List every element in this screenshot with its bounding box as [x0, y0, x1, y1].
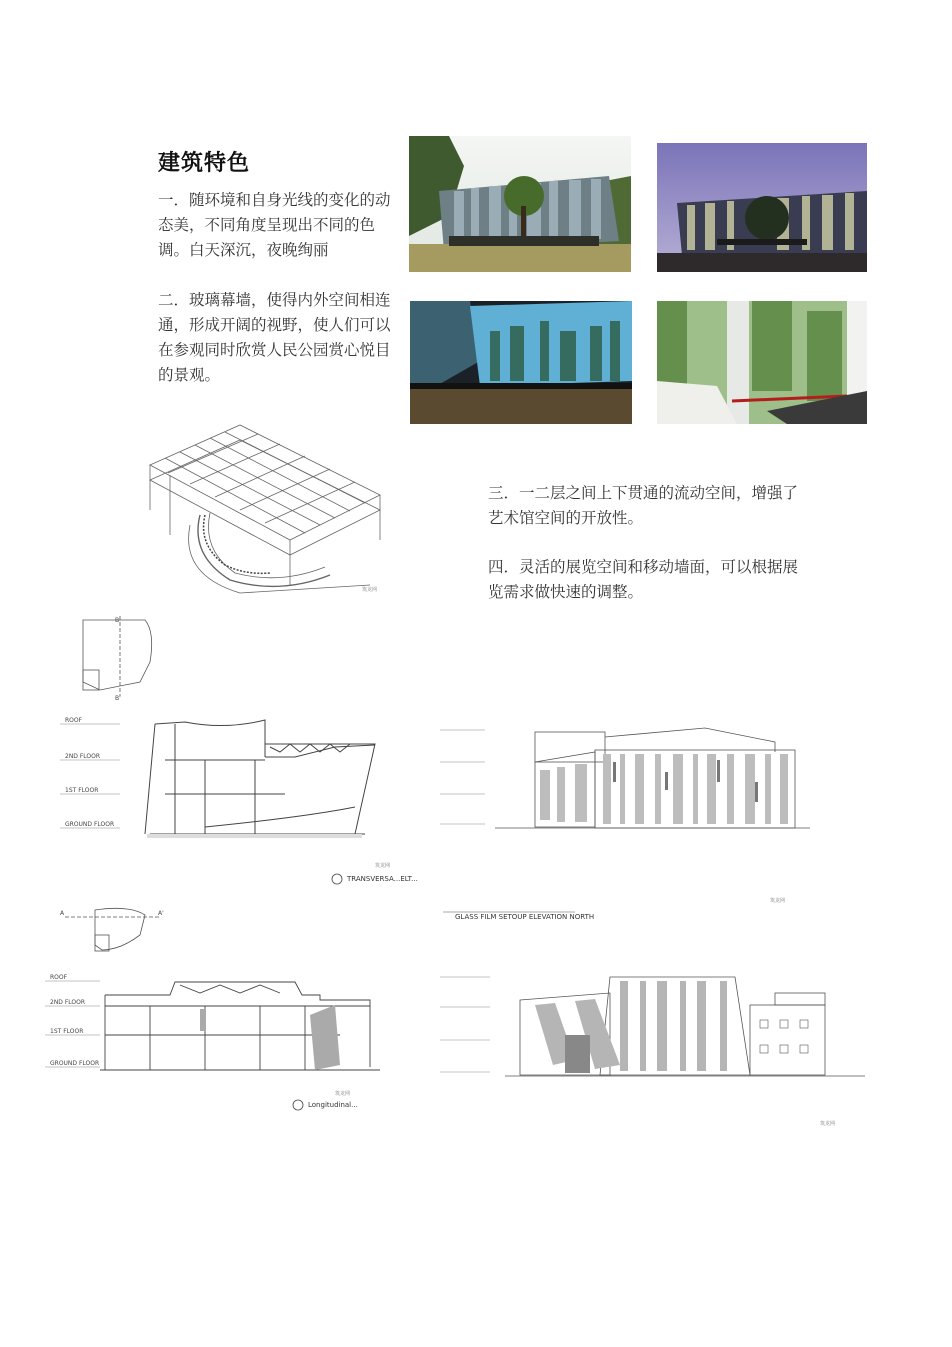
south-elevation-drawing [435, 965, 875, 1145]
north-elevation-drawing [435, 712, 875, 924]
level2-ground-floor: GROUND FLOOR [50, 1060, 100, 1067]
paragraph-1: 一．随环境和自身光线的变化的动态美，不同角度呈现出不同的色调。白天深沉，夜晚绚丽 [158, 191, 391, 259]
photo-interior-stairs [657, 301, 867, 424]
paragraph-3: 三．一二层之间上下贯通的流动空间，增强了艺术馆空间的开放性。 [488, 484, 799, 527]
structural-axonometric-drawing [130, 415, 410, 605]
svg-text:筑龙网: 筑龙网 [362, 587, 378, 593]
paragraph-4: 四．灵活的展览空间和移动墙面，可以根据展览需求做快速的调整。 [488, 558, 799, 601]
paragraph-2: 二．玻璃幕墙，使得内外空间相连通，形成开阔的视野，使人们可以在参观同时欣赏人民公园赏心悦目的景观。 [158, 291, 391, 384]
page-heading: 建筑特色 [158, 151, 251, 176]
photo-daytime-exterior [409, 136, 631, 272]
svg-text:B': B' [115, 695, 121, 702]
elevation1-caption: GLASS FILM SETOUP ELEVATION NORTH [455, 913, 595, 921]
level-2nd-floor: 2ND FLOOR [65, 753, 101, 760]
svg-text:B: B [115, 617, 120, 624]
photo-interior-skylight [410, 301, 632, 424]
photo-dusk-exterior [657, 143, 867, 272]
svg-text:筑龙网: 筑龙网 [770, 898, 786, 904]
level-roof: ROOF [65, 717, 83, 724]
svg-text:A': A' [158, 910, 164, 917]
svg-text:筑龙网: 筑龙网 [820, 1121, 836, 1127]
level-1st-floor: 1ST FLOOR [65, 787, 99, 794]
section1-caption: TRANSVERSA...ELT... [347, 875, 418, 883]
transverse-section-drawing [55, 612, 435, 887]
section2-caption: Longitudinal... [308, 1101, 358, 1109]
level2-roof: ROOF [50, 974, 68, 981]
level2-1st-floor: 1ST FLOOR [50, 1028, 84, 1035]
svg-text:筑龙网: 筑龙网 [375, 863, 391, 869]
svg-text:筑龙网: 筑龙网 [335, 1091, 351, 1097]
level-ground-floor: GROUND FLOOR [65, 821, 115, 828]
svg-text:A: A [60, 910, 65, 917]
level2-2nd-floor: 2ND FLOOR [50, 999, 86, 1006]
longitudinal-section-drawing [40, 905, 400, 1115]
